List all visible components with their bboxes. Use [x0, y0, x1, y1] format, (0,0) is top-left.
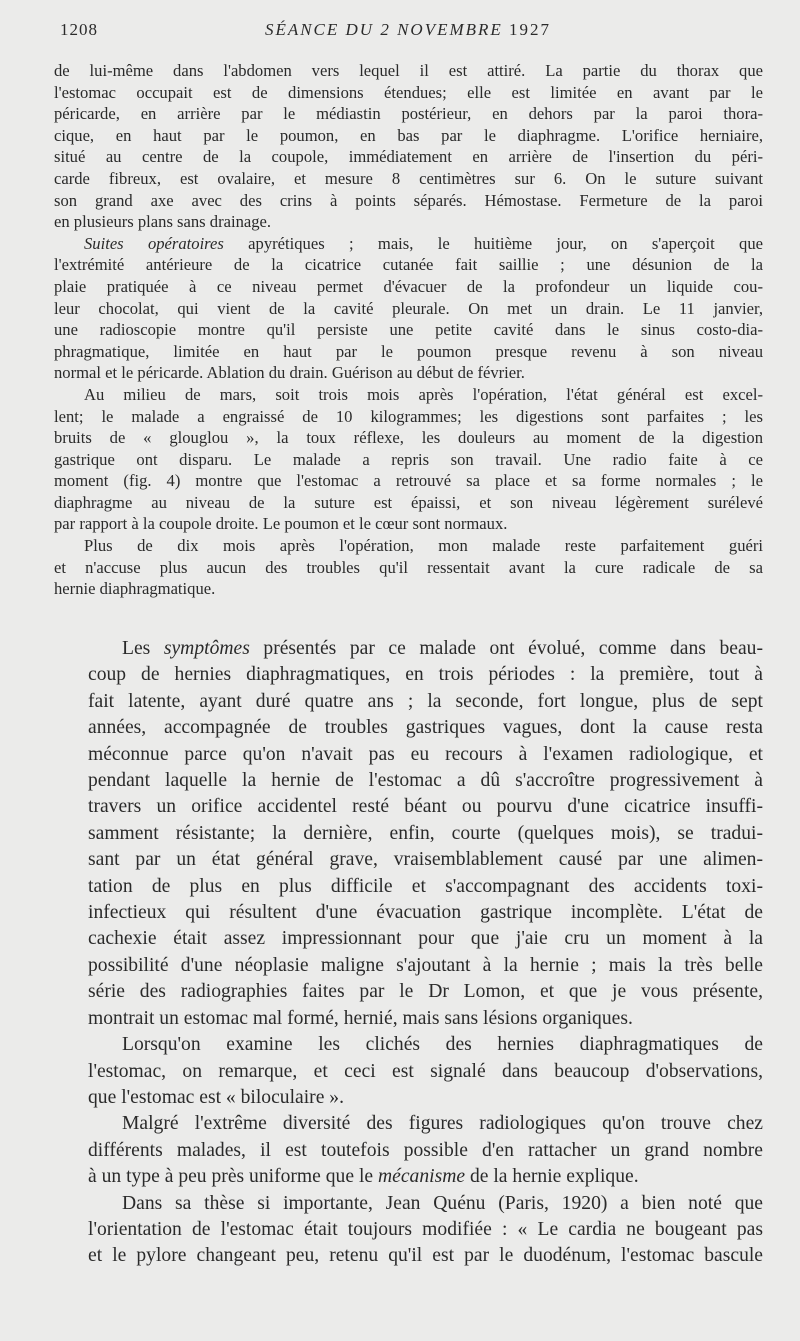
text-line: sant par un état général grave, vraisemblablement causé par une alimen-	[88, 849, 763, 871]
paragraph-quenu	[54, 1191, 763, 1270]
text-line: moment (fig. 4) montre que l'estomac a retrouvé sa place et sa forme normales ; le	[54, 471, 763, 491]
text-line	[54, 1164, 763, 1190]
text-line: que l'estomac est « biloculaire ».	[88, 1086, 344, 1108]
text-fragment: présentés par ce malade ont évolué, comme dans beau-	[249, 638, 763, 659]
text-fragment: apyrétiques ; mais, le huitième jour, on s'aperçoit que	[223, 233, 764, 253]
text-line: l'extrémité antérieure de la cicatrice cutanée fait saillie ; une désunion de la	[54, 255, 763, 275]
text-line: coup de hernies diaphragmatiques, en trois périodes : la première, tout à	[88, 664, 763, 686]
text-line: Malgré l'extrême diversité des figures radiologiques qu'on trouve chez	[122, 1113, 763, 1135]
text-line: cachexie était assez impressionnant pour que j'aie cru un moment à la	[88, 928, 763, 950]
running-title-text: SÉANCE DU 2 NOVEMBRE	[264, 20, 503, 39]
text-line: leur chocolat, qui vient de la cavité pleurale. On met un drain. Le 11 janvier,	[54, 298, 763, 318]
text-fragment: Les	[122, 638, 164, 659]
text-line: infectieux qui résultent d'une évacuation gastrique incomplète. L'état de	[88, 902, 763, 924]
text-line: l'estomac, on remarque, et ceci est signalé dans beaucoup d'observations,	[88, 1060, 763, 1082]
text-fragment: de la hernie explique.	[465, 1166, 639, 1188]
running-header	[54, 18, 762, 44]
text-line: situé au centre de la coupole, immédiatement en arrière de l'insertion du péri-	[54, 147, 763, 167]
text-line: méconnue parce qu'on n'avait pas eu recours à l'examen radiologique, et	[88, 743, 763, 765]
text-line: l'estomac occupait est de dimensions étendues; elle est limitée en avant par le	[54, 82, 763, 102]
text-line: de lui-même dans l'abdomen vers lequel il est attiré. La partie du thorax que	[54, 61, 763, 80]
text-line: une radioscopie montre qu'il persiste une petite cavité dans le sinus costo-dia-	[54, 320, 763, 340]
paragraph-mars	[54, 384, 763, 535]
text-line	[54, 233, 763, 255]
italic-term: Suites opératoires	[84, 233, 224, 253]
text-line: et le pylore changeant peu, retenu qu'il est par le duodénum, l'estomac bascule	[88, 1245, 763, 1267]
text-line: montrait un estomac mal formé, hernié, mais sans lésions organiques.	[88, 1007, 633, 1029]
text-line: hernie diaphragmatique.	[54, 579, 216, 599]
text-line: samment résistante; la dernière, enfin, courte (quelques mois), se tradui-	[88, 822, 763, 844]
paragraph-operation	[54, 60, 763, 233]
text-line: gastrique ont disparu. Le malade a repris son travail. Une radio faite à ce	[54, 449, 763, 469]
paragraph-guerison	[54, 535, 763, 600]
page-number: 1208	[60, 20, 98, 39]
text-line: en plusieurs plans sans drainage.	[54, 212, 272, 232]
text-line: phragmatique, limitée en haut par le poumon presque revenu à son niveau	[54, 341, 763, 361]
text-line: et n'accuse plus aucun des troubles qu'il ressentait avant la cure radicale de sa	[54, 557, 763, 577]
text-line: différents malades, il est toutefois possible d'en rattacher un grand nombre	[88, 1139, 763, 1161]
text-line: années, accompagnée de troubles gastriques vagues, dont la cause resta	[88, 717, 763, 739]
text-line: carde fibreux, est ovalaire, et mesure 8 centimètres sur 6. On le suture suivant	[54, 168, 763, 188]
text-line: tation de plus en plus difficile et s'accompagnant des accidents toxi-	[88, 875, 763, 897]
text-line: lent; le malade a engraissé de 10 kilogrammes; les digestions sont parfaites ; les	[54, 406, 763, 426]
text-line	[54, 636, 763, 662]
paragraph-cliches	[54, 1032, 763, 1111]
paragraph-diversite	[54, 1111, 763, 1190]
large-print-block	[54, 636, 763, 1270]
italic-term: mécanisme	[378, 1166, 466, 1188]
small-print-block	[54, 60, 763, 600]
text-line: l'orientation de l'estomac était toujours modifiée : « Le cardia ne bougeant pas	[88, 1218, 763, 1240]
running-title-year: 1927	[509, 20, 552, 39]
text-line: son grand axe avec des crins à points séparés. Hémostase. Fermeture de la paroi	[54, 190, 763, 210]
paragraph-symptomes	[54, 636, 763, 1032]
text-line: normal et le péricarde. Ablation du drain. Guérison au début de février.	[54, 363, 525, 383]
text-line: diaphragme au niveau de la suture est épaissi, et son niveau légèrement surélevé	[54, 492, 763, 512]
text-line: cique, en haut par le poumon, en bas par le diaphragme. L'orifice herniaire,	[54, 125, 763, 145]
text-line: travers un orifice accidentel resté béant ou pourvu d'une cicatrice insuffi-	[88, 796, 763, 818]
running-title	[54, 20, 762, 40]
text-line: bruits de « glouglou », la toux réflexe, les douleurs au moment de la digestion	[54, 428, 763, 448]
text-line: Lorsqu'on examine les clichés des hernies diaphragmatiques de	[122, 1034, 763, 1056]
text-line: pendant laquelle la hernie de l'estomac a dû s'accroître progressivement à	[88, 770, 763, 792]
text-line: possibilité d'une néoplasie maligne s'ajoutant à la hernie ; mais la très belle	[88, 954, 763, 976]
paragraph-suites	[54, 233, 763, 384]
text-line: plaie pratiquée à ce niveau permet d'évacuer de la profondeur un liquide cou-	[54, 276, 763, 296]
text-line: Au milieu de mars, soit trois mois après l'opération, l'état général est excel-	[84, 384, 763, 404]
text-line: par rapport à la coupole droite. Le poumon et le cœur sont normaux.	[54, 514, 508, 534]
text-line: Plus de dix mois après l'opération, mon malade reste parfaitement guéri	[84, 536, 763, 556]
italic-term: symptômes	[163, 638, 250, 659]
text-line: fait latente, ayant duré quatre ans ; la seconde, fort longue, plus de sept	[88, 690, 763, 712]
text-fragment: à un type à peu près uniforme que le	[88, 1166, 378, 1188]
text-line: série des radiographies faites par le Dr Lomon, et que je vous présente,	[88, 981, 763, 1003]
text-line: Dans sa thèse si importante, Jean Quénu (Paris, 1920) a bien noté que	[122, 1192, 763, 1214]
text-line: péricarde, en arrière par le médiastin postérieur, en dehors par la paroi thora-	[54, 104, 763, 124]
